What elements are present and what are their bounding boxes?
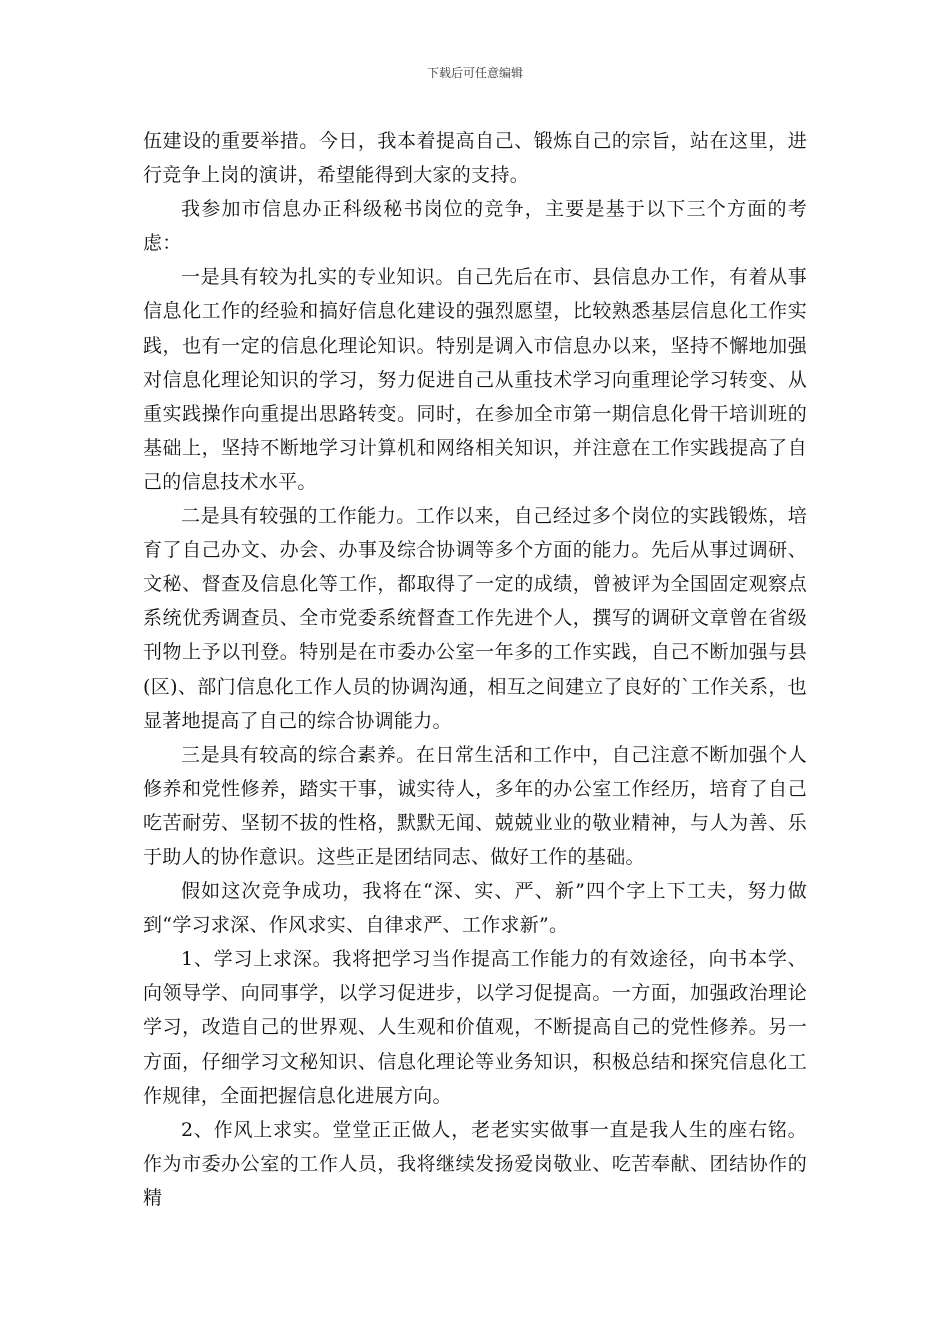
paragraph: 伍建设的重要举措。今日，我本着提高自己、锻炼自己的宗旨，站在这里，进行竞争上岗的演讲，希望能得到大家的支持。 xyxy=(143,130,807,187)
paragraph: 1、学习上求深。我将把学习当作提高工作能力的有效途径，向书本学、向领导学、向同事学，以学习促进步，以学习促提高。一方面，加强政治理论学习，改造自己的世界观、人生观和价值观，不断提高自己的党性修养。另一方面，仔细学习文秘知识、信息化理论等业务知识，积极总结和探究信息化工作规律，全面把握信息化进展方向。 xyxy=(143,948,807,1107)
paragraph: 我参加市信息办正科级秘书岗位的竞争，主要是基于以下三个方面的考虑： xyxy=(143,198,807,255)
document-body xyxy=(143,124,807,1215)
page-header: 下载后可任意编辑 xyxy=(426,66,523,80)
paragraph: 三是具有较高的综合素养。在日常生活和工作中，自己注意不断加强个人修养和党性修养，踏实干事，诚实待人，多年的办公室工作经历，培育了自己吃苦耐劳、坚韧不拔的性格，默默无闻、兢兢业业的敬业精神，与人为善、乐于助人的协作意识。这些正是团结同志、做好工作的基础。 xyxy=(143,743,807,868)
paragraph: 假如这次竞争成功，我将在“深、实、严、新”四个字上下工夫，努力做到“学习求深、作风求实、自律求严、工作求新”。 xyxy=(143,880,807,937)
paragraph: 二是具有较强的工作能力。工作以来，自己经过多个岗位的实践锻炼，培育了自己办文、办会、办事及综合协调等多个方面的能力。先后从事过调研、文秘、督查及信息化等工作，都取得了一定的成绩，曾被评为全国固定观察点系统优秀调查员、全市党委系统督查工作先进个人，撰写的调研文章曾在省级刊物上予以刊登。特别是在市委办公室一年多的工作实践，自己不断加强与县(区)、部门信息化工作人员的协调沟通，相互之间建立了良好的`工作关系，也显著地提高了自己的综合协调能力。 xyxy=(143,505,807,732)
paragraph: 一是具有较为扎实的专业知识。自己先后在市、县信息办工作，有着从事信息化工作的经验和搞好信息化建设的强烈愿望，比较熟悉基层信息化工作实践，也有一定的信息化理论知识。特别是调入市信息办以来，坚持不懈地加强对信息化理论知识的学习，努力促进自己从重技术学习向重理论学习转变、从重实践操作向重提出思路转变。同时，在参加全市第一期信息化骨干培训班的基础上，坚持不断地学习计算机和网络相关知识，并注意在工作实践提高了自己的信息技术水平。 xyxy=(143,266,807,493)
paragraph: 2、作风上求实。堂堂正正做人，老老实实做事一直是我人生的座右铭。作为市委办公室的工作人员，我将继续发扬爱岗敬业、吃苦奉献、团结协作的精 xyxy=(143,1118,807,1209)
